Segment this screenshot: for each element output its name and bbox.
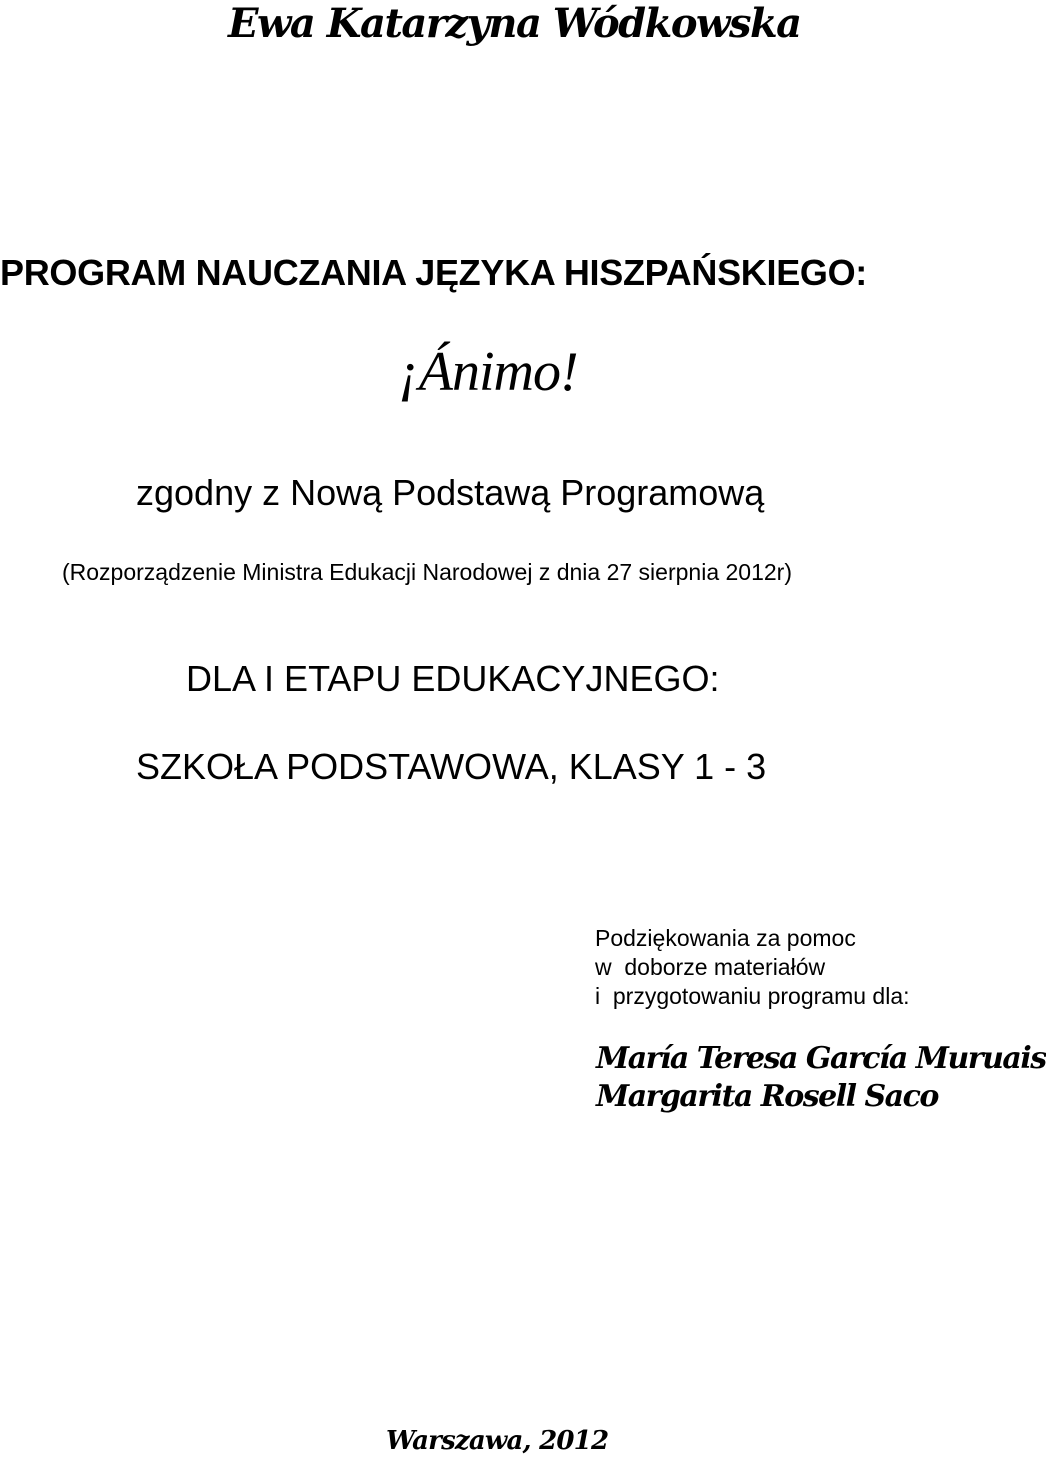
contributor-names <box>596 1040 1046 1116</box>
regulation-note: (Rozporządzenie Ministra Edukacji Narodowej z dnia 27 sierpnia 2012r) <box>62 559 792 585</box>
textbook-title: ¡Ánimo! <box>398 341 578 403</box>
subtitle: zgodny z Nową Podstawą Programową <box>136 472 765 513</box>
education-stage: DLA I ETAPU EDUKACYJNEGO: <box>186 658 720 699</box>
acknowledgement-line: i przygotowaniu programu dla: <box>595 983 910 1009</box>
program-title: PROGRAM NAUCZANIA JĘZYKA HISZPAŃSKIEGO: <box>0 252 867 293</box>
school-level: SZKOŁA PODSTAWOWA, KLASY 1 - 3 <box>136 746 767 787</box>
author-name: Ewa Katarzyna Wódkowska <box>228 0 801 47</box>
acknowledgement-line: w doborze materiałów <box>595 954 826 980</box>
acknowledgement-line: Podziękowania za pomoc <box>595 925 856 951</box>
contributor-name: María Teresa García Muruais <box>596 1041 1046 1076</box>
acknowledgements <box>595 924 910 1011</box>
contributor-name: Margarita Rosell Saco <box>596 1079 938 1114</box>
place-and-year: Warszawa, 2012 <box>386 1426 609 1456</box>
